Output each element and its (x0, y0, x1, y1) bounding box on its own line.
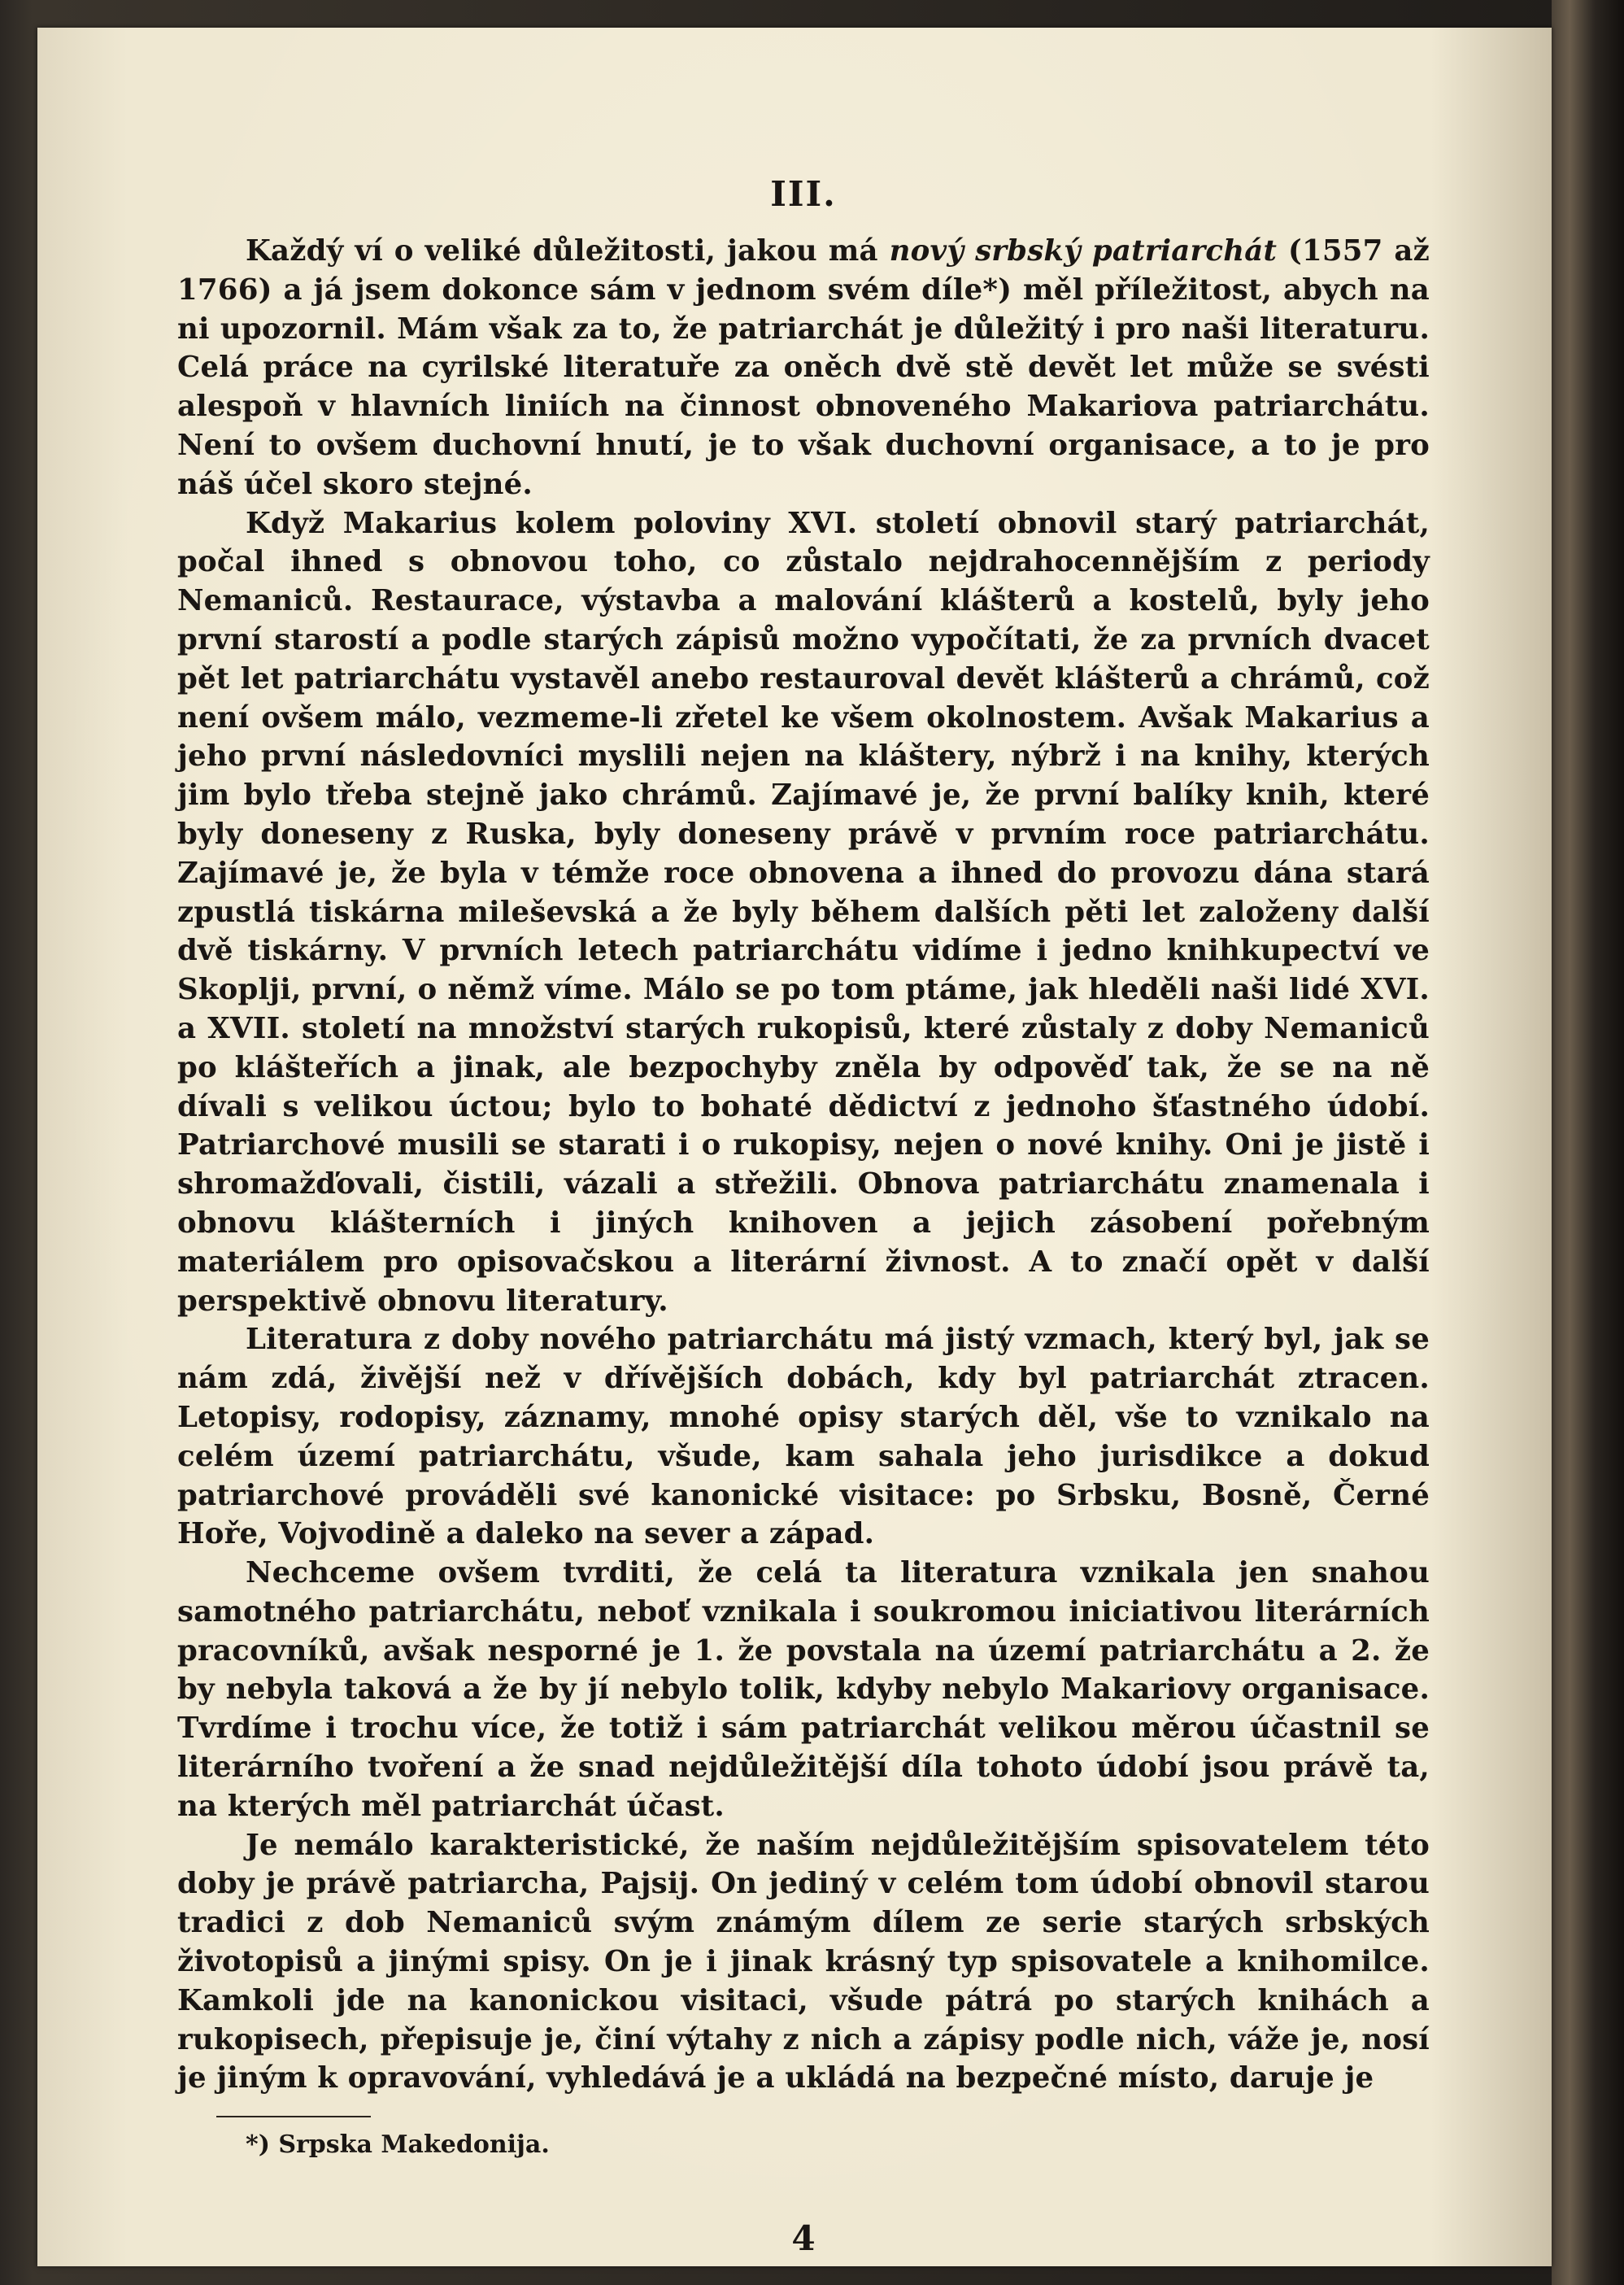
paragraph-1 (177, 232, 1430, 504)
paragraph-2: Když Makarius kolem poloviny XVI. století obnovil starý patriarchát, počal ihned s obnovou toho, co zůstalo nejdrahocennějším z periody Nemaniců. Restaurace, výstavba a malování klášterů a kostelů, byly jeho první starostí a podle starých zápisů možno vypočítati, že za prvních dvacet pět let patriarchátu vystavěl anebo restauroval devět klášterů a chrámů, což není ovšem málo, vezmeme-li zřetel ke všem okolnostem. Avšak Makarius a jeho první následovníci myslili nejen na kláštery, nýbrž i na knihy, kterých jim bylo třeba stejně jako chrámů. Zajímavé je, že první balíky knih, které byly doneseny z Ruska, byly doneseny právě v prvním roce patriarchátu. Zajímavé je, že byla v témže roce obnovena a ihned do provozu dána stará zpustlá tiskárna mileševská a že byly během dalších pěti let založeny další dvě tiskárny. V prvních letech patriarchátu vidíme i jedno knihkupectví ve Skoplji, první, o němž víme. Málo se po tom ptáme, jak hleděli naši lidé XVI. a XVII. století na množství starých rukopisů, které zůstaly z doby Nemaniců po klášteřích a jinak, ale bezpochyby zněla by odpověď tak, že se na ně dívali s velikou úctou; bylo to bohaté dědictví z jednoho šťastného údobí. Patriarchové musili se starati i o rukopisy, nejen o nové knihy. Oni je jistě i shromažďovali, čistili, vázali a střežili. Obnova patriarchátu znamenala i obnovu klášterních i jiných knihoven a jejich zásobení pořebným materiálem pro opisovačskou a literární živnost. A to značí opět v další perspektivě obnovu literatury. (177, 506, 1430, 1318)
chapter-heading: III. (770, 174, 837, 214)
paragraph-4: Nechceme ovšem tvrditi, že celá ta literatura vznikala jen snahou samotného patriarchátu, neboť vznikala i soukromou iniciativou literárních pracovníků, avšak nesporné je 1. že povstala na území patriarchátu a 2. že by nebyla taková a že by jí nebylo tolik, kdyby nebylo Makariovy organisace. Tvrdíme i trochu více, že totiž i sám patriarchát velikou měrou účastnil se literárního tvoření a že snad nejdůležitější díla tohoto údobí jsou právě ta, na kterých měl patriarchát účast. (177, 1556, 1430, 1823)
paragraph-1-before: Každý ví o veliké důležitosti, jakou má (246, 234, 890, 268)
paragraph-1-emphasis: nový srbský patriarchát (889, 234, 1278, 268)
paragraph-3: Literatura z doby nového patriarchátu má jistý vzmach, který byl, jak se nám zdá, živější než v dřívějších dobách, kdy byl patriarchát ztracen. Letopisy, rodopisy, záznamy, mnohé opisy starých děl, vše to vznikalo na celém území patriarchátu, všude, kam sahala jeho jurisdikce a dokud patriarchové prováděli své kanonické visitace: po Srbsku, Bosně, Černé Hoře, Vojvodině a daleko na sever a západ. (177, 1323, 1430, 1551)
paragraph-5: Je nemálo karakteristické, že naším nejdůležitějším spisovatelem této doby je právě patriarcha, Pajsij. On jediný v celém tom údobí obnovil starou tradici z dob Nemaniců svým známým dílem ze serie starých srbských životopisů a jinými spisy. On je i jinak krásný typ spisovatele a knihomilce. Kamkoli jde na kanonickou visitaci, všude pátrá po starých knihách a rukopisech, přepisuje je, činí výtahy z nich a zápisy podle nich, váže je, nosí je jiným k opravování, vyhledává je a ukládá na bezpečné místo, daruje je (177, 1828, 1430, 2095)
book-spine-edge (1552, 0, 1624, 2285)
paragraph-1-after: (1557 až 1766) a já jsem dokonce sám v jednom svém díle*) měl příležitost, abych na ni upozornil. Mám však za to, že patriarchát je důležitý i pro naši literaturu. Celá práce na cyrilské literatuře za oněch dvě stě devět let může se svésti alespoň v hlavních liniích na činnost obnoveného Makariova patriarchátu. Není to ovšem duchovní hnutí, je to však duchovní organisace, a to je pro náš účel skoro stejné. (177, 234, 1430, 501)
page-content (177, 174, 1430, 2258)
page-number: 4 (791, 2218, 816, 2259)
footnote-divider (216, 2116, 371, 2117)
footnote: *) Srpska Makedonija. (246, 2130, 550, 2160)
